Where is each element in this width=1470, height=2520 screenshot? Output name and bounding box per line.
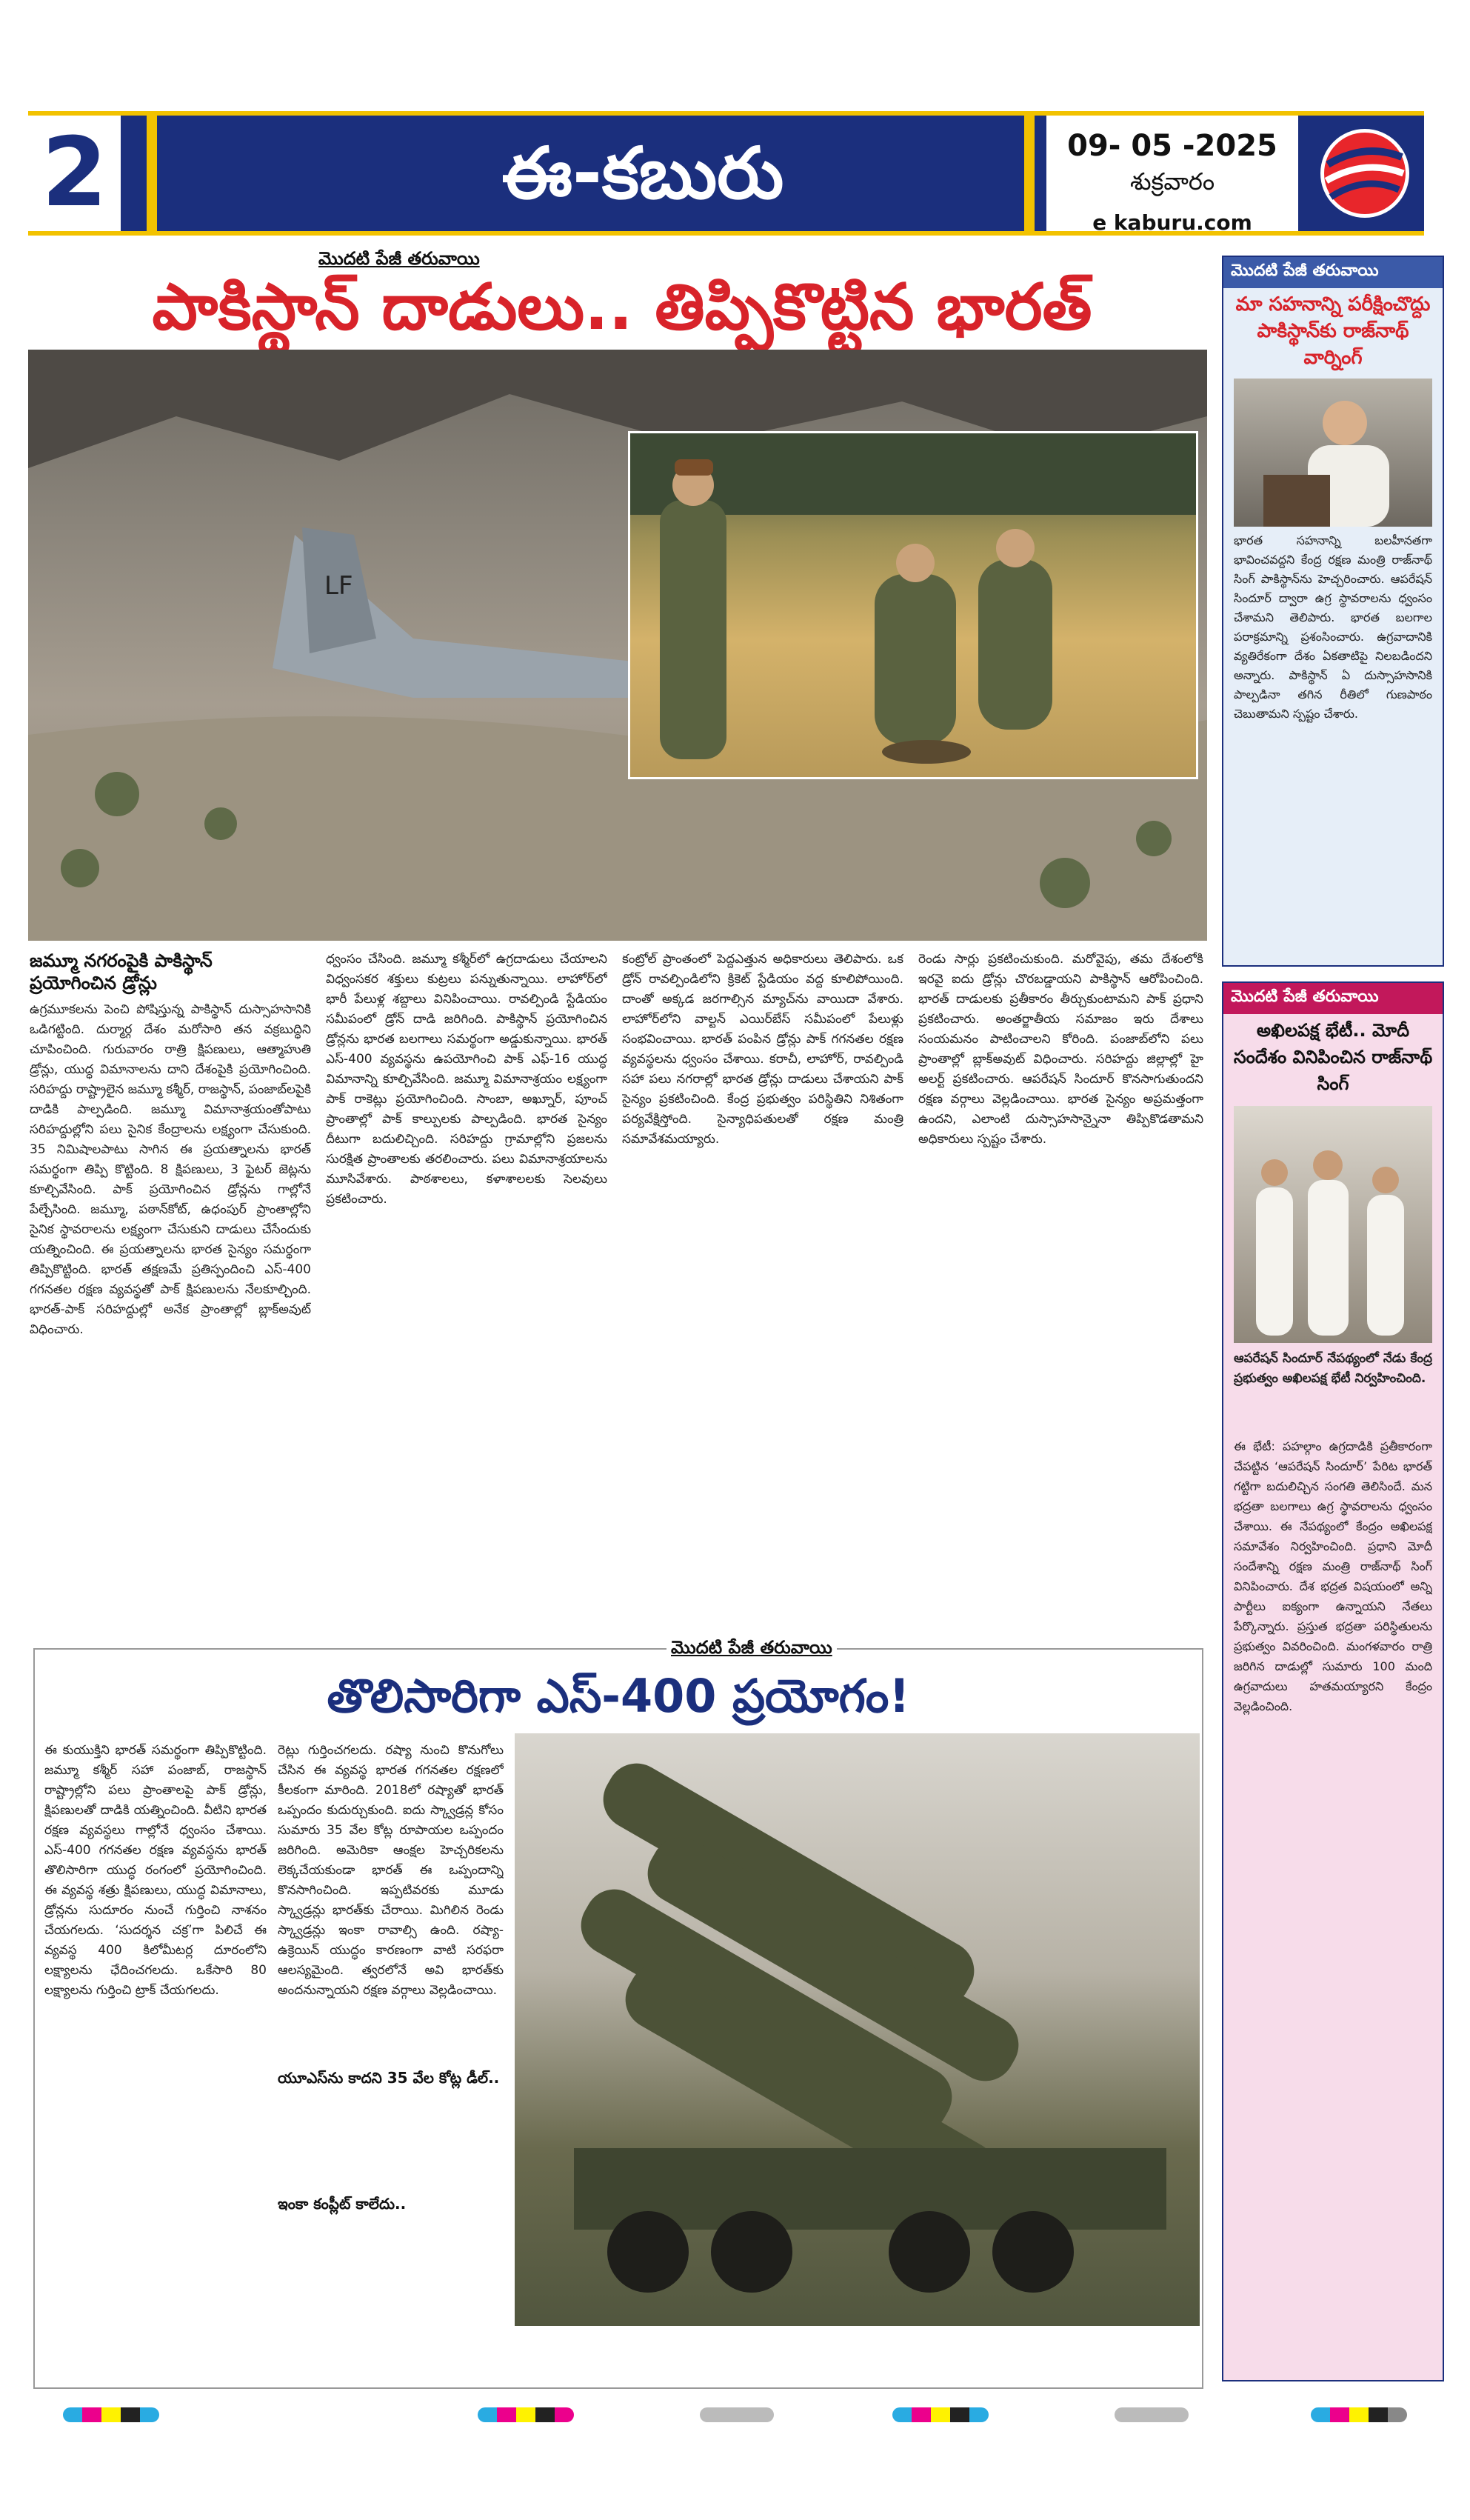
speaker-illustration [1234, 379, 1432, 527]
issue-weekday: శుక్రవారం [1129, 167, 1215, 196]
print-registration-mark [1311, 2407, 1407, 2422]
lead-column-1: ఉగ్రమూకలను పెంచి పోషిస్తున్న పాకిస్థాన్ దుస్సాహసానికి ఒడిగట్టింది. దుర్మార్గ దేశం మరోసారి తన వక్రబుద్ధిని చూపించింది. గురువారం రాత్రి క్షిపణులు, ఆత్మాహుతి డ్రోన్లు, యుద్ధ విమానాలను దాని దేశంపైకి ప్రయోగించింది. సరిహద్దు రాష్ట్రాలైన జమ్మూ కశ్మీర్, రాజస్థాన్, పంజాబ్‌లపైకి దాడికి పాల్పడింది. జమ్మూ విమానాశ్రయంతోపాటు సరిహద్దుల్లోని పలు సైనిక కేంద్రాలను లక్ష్యంగా చేసుకుంది. 35 నిమిషాలపాటు సాగిన ఈ ప్రయత్నాలను భారత్ సమర్థంగా తిప్పి కొట్టింది. 8 క్షిపణులు, 3 ఫైటర్ జెట్లను కూల్చివేసింది. పాక్ ప్రయోగించిన డ్రోన్లను గాల్లోనే పేల్చేసింది. జమ్మూ, పఠాన్‌కోట్, ఉధంపుర్ ప్రాంతాల్లోని సైనిక స్థావరాలను లక్ష్యంగా చేసుకుని దాడులు చేసేందుకు యత్నించింది. ఈ ప్రయత్నాలను భారత సైన్యం సమర్థంగా తిప్పికొట్టింది. భారత్‌ తక్షణమే ప్రతిస్పందించి ఎస్‌-400 గగనతల రక్షణ వ్యవస్థతో పాక్‌ క్షిపణులను నేలకూల్చింది. భారత్‌-పాక్‌ సరిహద్దుల్లో అనేక ప్రాంతాల్లో బ్లాక్‌అవుట్‌ విధించారు. [30, 1002, 311, 1337]
sidebar-box-all-party [1222, 981, 1444, 2381]
sidebar-kicker: మొదటి పేజీ తరువాయి [1223, 257, 1443, 288]
story2-column-1: ఈ కుయుక్తిని భారత్‌ సమర్థంగా తిప్పికొట్టింది. జమ్మూ కశ్మీర్‌ సహా పంజాబ్‌, రాజస్థాన్‌ రాష్ట్రాల్లోని పలు ప్రాంతాలపై పాక్‌ డ్రోన్లు, క్షిపణులతో దాడికి యత్నించింది. వీటిని భారత రక్షణ వ్యవస్థలు గాల్లోనే ధ్వంసం చేశాయి. ఎస్‌-400 గగనతల రక్షణ వ్యవస్థను భారత్‌ తొలిసారిగా యుద్ధ రంగంలో ప్రయోగించింది. ఈ వ్యవస్థ శత్రు క్షిపణులు, యుద్ధ విమానాలు, డ్రోన్లను సుదూరం నుంచే గుర్తించి నాశనం చేయగలదు. ‘సుదర్శన చక్ర’గా పిలిచే ఈ వ్యవస్థ 400 కిలోమీటర్ల దూరంలోని లక్ష్యాలను ఛేదించగలదు. ఒకేసారి 80 లక్ష్యాలను గుర్తించి ట్రాక్‌ చేయగలదు. [44, 1743, 267, 1998]
soldiers-illustration [630, 433, 1198, 779]
sidebar-body: భారత సహనాన్ని బలహీనతగా భావించవద్దని కేంద్ర రక్షణ మంత్రి రాజ్‌నాథ్‌ సింగ్‌ పాకిస్థాన్‌ను హెచ్చరించారు. ఆపరేషన్‌ సిందూర్‌ ద్వారా ఉగ్ర స్థావరాలను ధ్వంసం చేశామని తెలిపారు. భారత బలగాల పరాక్రమాన్ని ప్రశంసించారు. ఉగ్రవాదానికి వ్యతిరేకంగా దేశం ఏకతాటిపై నిలబడిందని అన్నారు. పాకిస్థాన్‌ ఏ దుస్సాహసానికి పాల్పడినా తగిన రీతిలో గుణపాఠం చెబుతామని స్పష్టం చేశారు. [1234, 533, 1432, 721]
sidebar-kicker: మొదటి పేజీ తరువాయి [1223, 983, 1443, 1014]
print-registration-mark [478, 2407, 574, 2422]
all-party-meeting-photo [1234, 1106, 1432, 1343]
story2-headline: తొలిసారిగా ఎస్-400 ప్రయోగం! [327, 1669, 910, 1723]
divider-bar [147, 116, 157, 231]
rajnath-photo [1234, 379, 1432, 527]
issue-date: 09- 05 -2025 [1067, 129, 1277, 163]
print-registration-mark [700, 2407, 774, 2422]
svg-text:LF: LF [324, 571, 353, 601]
sidebar-body: ఈ భేటీ: పహల్గాం ఉగ్రదాడికి ప్రతీకారంగా చేపట్టిన ‘ఆపరేషన్‌ సిందూర్‌’ పేరిట భారత్‌ గట్టిగా బదులిచ్చిన సంగతి తెలిసిందే. మన భద్రతా బలగాలు ఉగ్ర స్థావరాలను ధ్వంసం చేశాయి. ఈ నేపథ్యంలో కేంద్రం అఖిలపక్ష సమావేశం నిర్వహించింది. ప్రధాని మోదీ సందేశాన్ని రక్షణ మంత్రి రాజ్‌నాథ్‌ సింగ్‌ వినిపించారు. దేశ భద్రత విషయంలో అన్ని పార్టీలు ఐక్యంగా ఉన్నాయని నేతలు పేర్కొన్నారు. ప్రస్తుత భద్రతా పరిస్థితులను ప్రభుత్వం వివరించింది. మంగళవారం రాత్రి జరిగిన దాడుల్లో సుమారు 100 మంది ఉగ్రవాదులు హతమయ్యారని కేంద్రం వెల్లడించింది. [1234, 1439, 1432, 1713]
brand-logo-icon [1313, 120, 1417, 227]
right-sidebar [1222, 256, 1444, 2381]
lead-column-4: రెండు సార్లు ప్రకటించుకుంది. మరోవైపు, తమ దేశంలోకి ఇరవై ఐదు డ్రోన్లు చొరబడ్డాయని పాకిస్థాన్‌ ఆరోపించింది. భారత్‌ దాడులకు ప్రతీకారం తీర్చుకుంటామని పాక్‌ ప్రధాని ప్రకటించారు. అంతర్జాతీయ సమాజం ఇరు దేశాలు సంయమనం పాటించాలని కోరింది. పంజాబ్‌లోని పలు ప్రాంతాల్లో బ్లాక్‌అవుట్‌ విధించారు. సరిహద్దు జిల్లాల్లో హై అలర్ట్‌ ప్రకటించారు. ఆపరేషన్‌ సిందూర్‌ కొనసాగుతుందని రక్షణ వర్గాలు వెల్లడించాయి. భారత సైన్యం అప్రమత్తంగా ఉందని, ఎలాంటి దుస్సాహసాన్నైనా తిప్పికొడతామని అధికారులు స్పష్టం చేశారు. [918, 952, 1203, 1147]
print-registration-mark [63, 2407, 159, 2422]
page-number: 2 [28, 116, 121, 231]
lead-kicker: మొదటి పేజీ తరువాయి [318, 248, 480, 269]
lead-subhead: జమ్మూ నగరంపైకి పాకిస్థాన్ ప్రయోగించిన డ్రోన్లు [30, 950, 213, 993]
sidebar-headline: అఖిలపక్ష భేటీ.. మోదీ సందేశం వినిపించిన రాజ్‌నాథ్ సింగ్ [1233, 1020, 1433, 1094]
sidebar-lead: ఆపరేషన్‌ సిందూర్‌ నేపథ్యంలో నేడు కేంద్ర ప్రభుత్వం అఖిలపక్ష భేటీ నిర్వహించింది. [1234, 1351, 1432, 1386]
website-url[interactable]: e kaburu.com [1092, 210, 1252, 235]
lead-column-3: కంట్రోల్‌ ప్రాంతంలో పెద్దఎత్తున అధికారులు తెలిపారు. ఒక డ్రోన్‌ రావల్పిండిలోని క్రికెట్‌ స్టేడియం వద్ద కూలిపోయింది. దాంతో అక్కడ జరగాల్సిన మ్యాచ్‌ను వాయిదా వేశారు. లాహోర్‌లోని వాల్టన్‌ ఎయిర్‌బేస్‌ సమీపంలో పేలుళ్లు సంభవించాయి. భారత్‌ పంపిన డ్రోన్లు పాక్‌ గగనతల రక్షణ వ్యవస్థలను ధ్వంసం చేశాయి. కరాచీ, లాహోర్‌, రావల్పిండి సహా పలు నగరాల్లో భారత డ్రోన్లు దాడులు చేశాయని పాక్‌ సైన్యం ప్రకటించింది. కేంద్ర ప్రభుత్వం పరిస్థితిని నిశితంగా పర్యవేక్షిస్తోంది. సైన్యాధిపతులతో రక్షణ మంత్రి సమావేశమయ్యారు. [622, 952, 903, 1147]
brand-title: ఈ-కబురు [501, 132, 784, 215]
lead-column-2: ధ్వంసం చేసింది. జమ్మూ కశ్మీర్‌లో ఉగ్రదాడులు చేయాలని విధ్వంసకర శక్తులు కుట్రలు పన్నుతున్నాయి. లాహోర్‌లో భారీ పేలుళ్ల శబ్దాలు వినిపించాయి. రావల్పిండి స్టేడియం సమీపంలో డ్రోన్‌ దాడి జరిగింది. పాకిస్థాన్‌ ప్రయోగించిన డ్రోన్లను భారత బలగాలు సమర్థంగా అడ్డుకున్నాయి. భారత్‌ ఎస్‌-400 వ్యవస్థను ఉపయోగించి పాక్‌ ఎఫ్‌-16 యుద్ధ విమానాన్ని కూల్చివేసింది. జమ్మూ విమానాశ్రయం లక్ష్యంగా పాక్‌ రాకెట్లు ప్రయోగించింది. సాంబా, అఖ్నూర్‌, పూంచ్‌ ప్రాంతాల్లో పాక్‌ కాల్పులకు పాల్పడింది. భారత సైన్యం దీటుగా బదులిచ్చింది. సరిహద్దు గ్రామాల్లోని ప్రజలను సురక్షిత ప్రాంతాలకు తరలించారు. పలు విమానాశ్రయాలను మూసివేశారు. పాఠశాలలు, కళాశాలలకు సెలవులు ప్రకటించారు. [326, 952, 607, 1207]
story2-subhead-1: యూఎస్‌ను కాదని 35 వేల కోట్ల డీల్.. [278, 2069, 500, 2087]
date-box [1046, 116, 1298, 235]
lead-headline: పాకిస్థాన్ దాడులు.. తిప్పికొట్టిన భారత్ [152, 270, 1092, 344]
s400-launcher-photo [515, 1733, 1200, 2326]
soldiers-inspecting-photo [628, 431, 1198, 779]
print-registration-mark [892, 2407, 989, 2422]
story2-kicker: మొదటి పేజీ తరువాయి [666, 1637, 837, 1662]
sidebar-headline: మా సహనాన్ని పరీక్షించొద్దు పాకిస్థాన్‌కు రాజ్‌నాథ్ వార్నింగ్ [1235, 293, 1431, 369]
story2-subhead-2: ఇంకా కంప్లీట్ కాలేదు.. [278, 2195, 407, 2213]
missile-launcher-illustration [515, 1733, 1200, 2326]
masthead [28, 111, 1424, 236]
divider-bar [1024, 116, 1035, 231]
sidebar-box-rajnath-warning [1222, 256, 1444, 967]
leaders-illustration [1234, 1106, 1432, 1343]
print-registration-mark [1115, 2407, 1189, 2422]
story2-column-2: రెట్లు గుర్తించగలదు. రష్యా నుంచి కొనుగోలు చేసిన ఈ వ్యవస్థ భారత గగనతల రక్షణలో కీలకంగా మారింది. 2018లో రష్యాతో భారత్‌ ఒప్పందం కుదుర్చుకుంది. ఐదు స్క్వాడ్రన్ల కోసం సుమారు 35 వేల కోట్ల రూపాయల ఒప్పందం జరిగింది. అమెరికా ఆంక్షల హెచ్చరికలను లెక్కచేయకుండా భారత్‌ ఈ ఒప్పందాన్ని కొనసాగించింది. ఇప్పటివరకు మూడు స్క్వాడ్రన్లు భారత్‌కు చేరాయి. మిగిలిన రెండు స్క్వాడ్రన్లు ఇంకా రావాల్సి ఉంది. రష్యా-ఉక్రెయిన్‌ యుద్ధం కారణంగా వాటి సరఫరా ఆలస్యమైంది. త్వరలోనే అవి భారత్‌కు అందనున్నాయని రక్షణ వర్గాలు వెల్లడించాయి. [278, 1743, 504, 1998]
